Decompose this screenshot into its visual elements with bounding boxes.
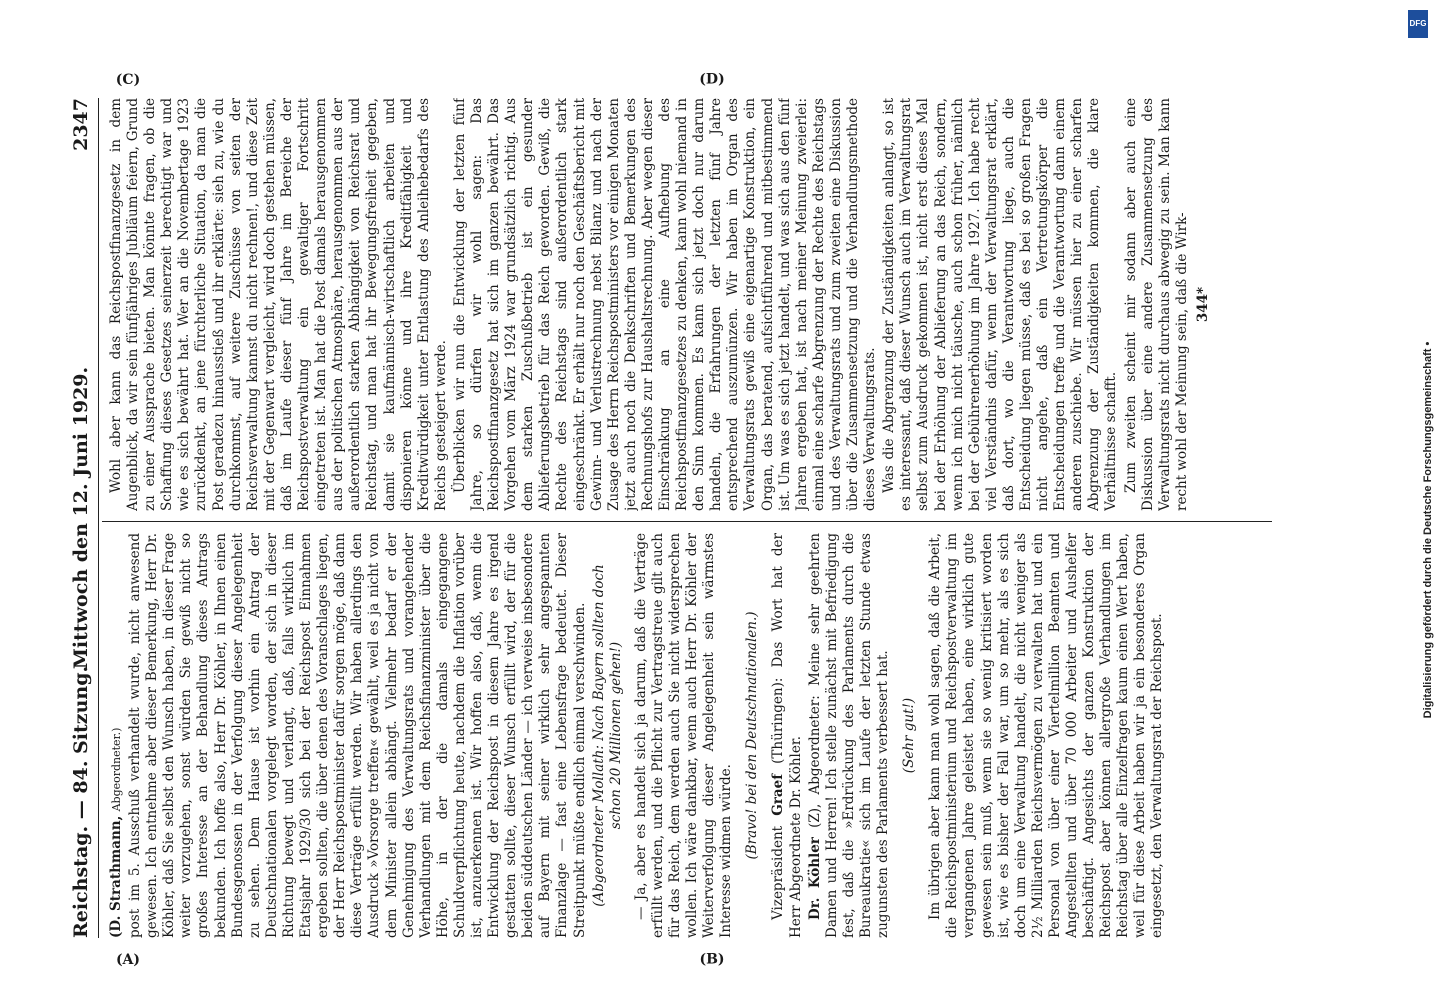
- running-header: [64, 98, 99, 938]
- margin-marker-d: (D): [699, 71, 725, 88]
- paragraph: Im übrigen aber kann man wohl sagen, daß die Arbeit, die Reichspostministerium und Reichspostverwaltung im vergangenen Jahre geleistet haben, eine wirklich gute gewesen sein muß, wenn sie so wenig kritisiert worden ist, wie es bisher der Fall war, um so mehr, als es sich doch um eine Verwaltung handelt, die nicht weniger als 2½ Milliarden Reichsvermögen zu verwalten hat und ein Personal von über einer Viertelmillion Beamten und Angestellten und über 70 000 Arbeiter und Aushelfer beschäftigt. Angesichts der ganzen Konstruktion der Reichspost aber können allergroße Verhandlungen im Reichstag über alle Einzelfragen kaum einen Wert haben, weil für diese Arbeit haben wir ja ein besonderes Organ eingesetzt, den Verwaltungsrat der Reichspost.: [927, 533, 1166, 938]
- margin-marker-a: (A): [115, 951, 141, 968]
- credit-text: Digitalisierung gefördert durch die Deutsche Forschungsgemeinschaft •: [1422, 341, 1434, 719]
- header-session: Reichstag. — 84. Sitzung.: [70, 665, 92, 938]
- paragraph: post im 5. Ausschuß verhandelt wurde, nicht anwesend gewesen. Ich entnehme aber dieser Bemerkung, Herr Dr. Köhler, daß Sie selbst den Wunsch haben, in dieser Frage weiter vorzugehen, sonst würden Sie gewiß nicht so großes Interesse an der Behandlung dieses Antrags bekunden. Ich hoffe also, Herr Dr. Köhler, in Ihnen einen Bundesgenossen in der Verfolgung dieser Angelegenheit zu sehen. Dem Hause ist vorhin ein Antrag der Deutschnationalen vorgelegt worden, der sich in dieser Richtung bewegt und verlangt, daß, falls wirklich im Etatsjahr 1929/30 sich bei der Reichspost Einnahmen ergeben sollten, die über denen des Voranschlages liegen, der Herr Reichspostminister dafür sorgen möge, daß dann diese Verträge erfüllt werden. Wir haben allerdings den Ausdruck »Vorsorge treffen« gewählt, weil es ja nicht von dem Minister allein abhängt. Vielmehr bedarf er der Genehmigung des Verwaltungsrats und vorangehender Verhandlungen mit dem Reichsfinanzminister über die Höhe, in der die damals eingegangene Schuldverpflichtung heute, nachdem die Inflation vorüber ist, anzuerkennen ist. Wir hoffen also, daß, wenn die Entwicklung der Reichspost in diesem Jahre es irgend gestatten sollte, dieser Wunsch erfüllt wird, der für die beiden süddeutschen Länder — ich verweise insbesondere auf Bayern mit seiner wirklich sehr angespannten Finanzlage — fast eine Lebensfrage bedeutet. Dieser Streitpunkt müßte endlich einmal verschwinden.: [127, 533, 588, 938]
- paragraph: Überblicken wir nun die Entwicklung der letzten fünf Jahre, so dürfen wir wohl sagen: Das Reichspostfinanzgesetz hat sich im ganzen bewährt. Das Vorgehen vom März 1924 war grundsätzlich richtig. Aus dem starken Zuschußbetrieb ist ein gesunder Ablieferungsbetrieb für das Reich geworden. Gewiß, die Rechte des Reichstags sind außerordentlich stark eingeschränkt. Er erhält nur noch den Geschäftsbericht mit Gewinn- und Verlustrechnung nebst Bilanz und nach der Zusage des Herrn Reichspostministers vor einigen Monaten jetzt auch noch die Denkschriften und Bemerkungen des Rechnungshofs zur Haushaltsrechnung. Aber wegen dieser Einschränkung an eine Aufhebung des Reichspostfinanzgesetzes zu denken, kann wohl niemand in den Sinn kommen. Es kann sich jetzt doch nur darum handeln, die Erfahrungen der letzten fünf Jahre entsprechend auszumünzen. Wir haben im Organ des Verwaltungsrats gewiß eine eigenartige Konstruktion, ein Organ, das beratend, aufsichtführend und mitbestimmend ist. Um was es sich jetzt handelt, und was sich aus den fünf Jahren ergeben hat, ist nach meiner Meinung zweierlei: einmal eine scharfe Abgrenzung der Rechte des Reichstags und des Verwaltungsrats und zum zweiten eine Diskussion über die Zusammensetzung und die Verhandlungsmethode dieses Verwaltungsrats.: [451, 98, 879, 511]
- margin-marker-c: (C): [115, 71, 141, 88]
- speaker-koehler: Dr. Köhler (Z), Abgeordneter: Meine sehr geehrten Damen und Herren! Ich stelle zunächst mit Befriedigung fest, daß die »Erdrückung des Parlaments durch die Bureaukratie« sich im Laufe der letzten Stunde etwas zugunsten des Parlaments verbessert hat.: [806, 533, 892, 938]
- page-number: 2347: [70, 98, 92, 151]
- rotated-page-content: [64, 71, 1364, 968]
- speaker-vice-president: Vizepräsident Graef (Thüringen): Das Wort hat der Herr Abgeordnete Dr. Köhler.: [770, 533, 804, 938]
- paragraph: Zum zweiten scheint mir sodann aber auch eine Diskussion über eine andere Zusammensetzung des Verwaltungsrats nicht durchaus abwegig zu sein. Man kann recht wohl der Meinung sein, daß die Wirk-: [1122, 98, 1190, 511]
- paragraph: Was die Abgrenzung der Zuständigkeiten anlangt, so ist es interessant, daß dieser Wunsch auch im Verwaltungsrat selbst zum Ausdruck gekommen ist, nicht erst dieses Mal bei der Erhöhung der Ablieferung an das Reich, sondern, wenn ich mich nicht täusche, auch schon früher, nämlich bei der Gebührenerhöhung im Jahre 1927. Ich habe recht viel Verständnis dafür, wenn der Verwaltungsrat erklärt, daß dort, wo die Verantwortung liege, auch die Entscheidung liegen müsse, daß es bei so großen Fragen nicht angehe, daß ein Vertretungskörper die Entscheidungen treffe und die Verantwortung dann einem anderen zuschiebe. Wir müssen hier zu einer scharfen Abgrenzung der Zuständigkeiten kommen, die klare Verhältnisse schafft.: [881, 98, 1120, 511]
- sheet-signature: 344*: [1194, 286, 1211, 323]
- paragraph: Wohl aber kann das Reichspostfinanzgesetz in dem Augenblick, da wir sein fünfjähriges Jubiläum feiern, Grund zu einer Aussprache bieten. Man könnte fragen, ob die Schaffung dieses Gesetzes seinerzeit berechtigt war und wie es sich bewährt hat. Wer an die Novembertage 1923 zurückdenkt, an jene fürchterliche Situation, da man die Post geradezu hinausstieß und ihr erklärte: sieh zu, wie du durchkommst, auf weitere Zuschüsse von seiten der Reichsverwaltung kannst du nicht rechnen!, und diese Zeit mit der Gegenwart vergleicht, wird doch gestehen müssen, daß im Laufe dieser fünf Jahre im Bereiche der Reichspostverwaltung ein gewaltiger Fortschritt eingetreten ist. Man hat die Post damals herausgenommen aus der politischen Atmosphäre, herausgenommen aus der außerordentlich starken Abhängigkeit von Reichsrat und Reichstag, und man hat ihr Bewegungsfreiheit gegeben, damit sie kaufmännisch-wirtschaftlich arbeiten und disponieren könne und ihre Kreditfähigkeit und Kreditwürdigkeit unter Entlastung des Anleihebedarfs des Reichs gesteigert werde.: [108, 98, 449, 511]
- column-left: [108, 533, 1268, 938]
- header-date: Mittwoch den 12. Juni 1929.: [70, 366, 92, 670]
- column-right: [108, 98, 1268, 511]
- margin-marker-b: (B): [699, 951, 725, 968]
- interjection: (Sehr gut!): [901, 697, 918, 774]
- speaker-line: (D. Strathmann, Abgeordneter.): [108, 727, 124, 938]
- interjection: (Bravo! bei den Deutschnationalen.): [744, 611, 761, 860]
- paragraph: — Ja, aber es handelt sich ja darum, daß die Verträge erfüllt werden, und die Pflicht zur Vertragstreue gilt auch für das Reich, dem werden auch Sie nicht widersprechen wollen. Ich wäre dankbar, wenn auch Herr Dr. Köhler der Weiterverfolgung dieser Angelegenheit sein wärmstes Interesse widmen würde.: [632, 533, 735, 938]
- digitization-credit: [1398, 0, 1434, 1000]
- column-divider: [102, 521, 1272, 522]
- interjection: (Abgeordneter Mollath: Nach Bayern sollten doch schon 20 Millionen gehen!): [590, 564, 624, 907]
- dfg-logo-icon: DFG: [1408, 10, 1428, 38]
